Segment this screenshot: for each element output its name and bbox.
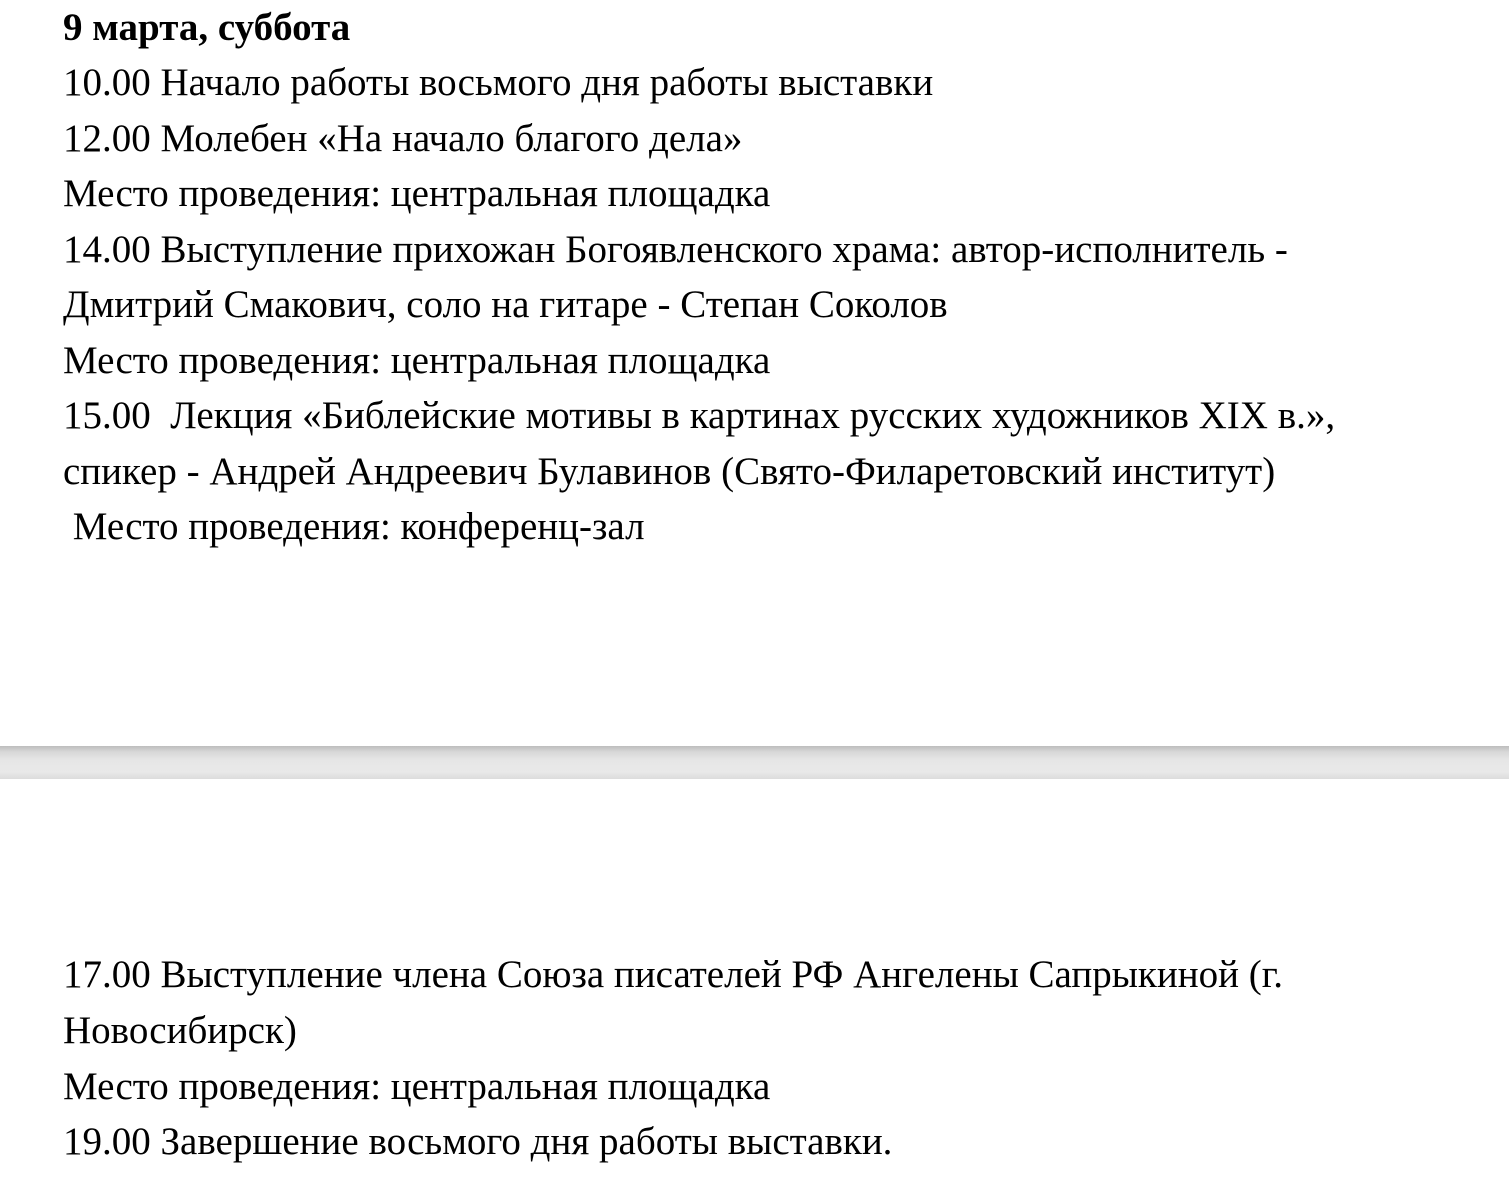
schedule-line: 12.00 Молебен «На начало благого дела» [63,117,743,160]
schedule-line: 19.00 Завершение восьмого дня работы выставки. [63,1120,893,1163]
schedule-line: 15.00 Лекция «Библейские мотивы в картинах русских художников XIX в.», [63,394,1336,437]
date-heading: 9 марта, суббота [63,6,351,49]
schedule-line: 10.00 Начало работы восьмого дня работы выставки [63,61,934,104]
schedule-line: спикер - Андрей Андреевич Булавинов (Свято-Филаретовский институт) [63,450,1276,493]
schedule-line: Место проведения: центральная площадка [63,339,771,382]
schedule-line: Место проведения: конференц-зал [63,505,645,548]
schedule-line: Новосибирск) [63,1009,297,1052]
schedule-line: 17.00 Выступление члена Союза писателей РФ Ангелены Сапрыкиной (г. [63,953,1284,996]
document-page-2 [0,779,1509,1200]
page-separator [0,746,1509,779]
schedule-line: 14.00 Выступление прихожан Богоявленского храма: автор-исполнитель - [63,228,1288,271]
schedule-line: Дмитрий Смакович, соло на гитаре - Степан Соколов [63,283,948,326]
schedule-line: Место проведения: центральная площадка [63,1065,771,1108]
schedule-line: Место проведения: центральная площадка [63,172,771,215]
